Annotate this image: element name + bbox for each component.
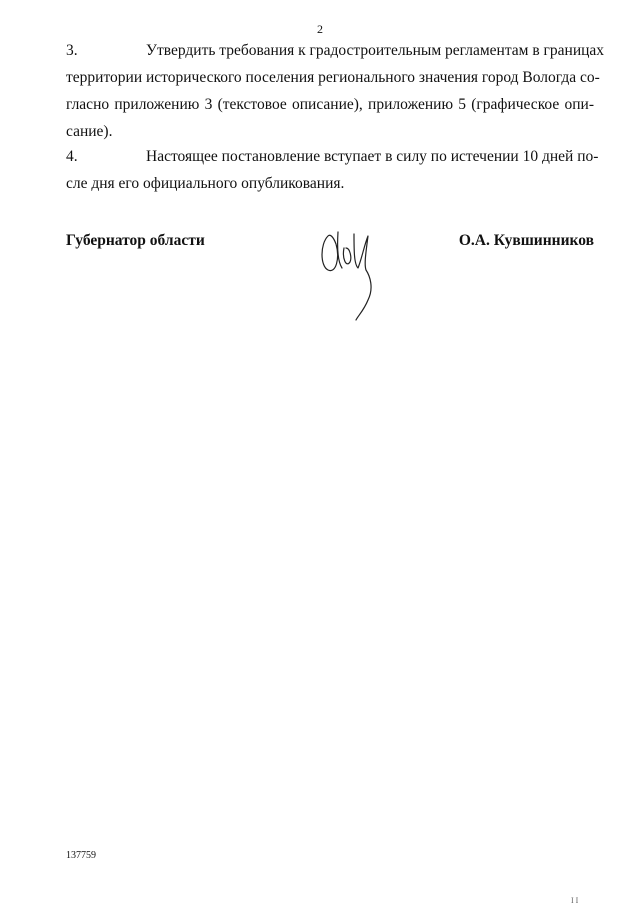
paragraph-3-line-4: сание). (66, 123, 113, 140)
paragraph-4 (66, 143, 599, 197)
paragraph-3 (66, 37, 605, 145)
page-number: 2 (317, 22, 323, 36)
paragraph-4-number: 4. (66, 148, 78, 165)
paragraph-3-number: 3. (66, 42, 78, 59)
signatory-name: О.А. Кувшинников (458, 232, 594, 249)
paragraph-3-line-2: территории исторического поселения регионального значения город Вологда со- (66, 69, 600, 86)
paragraph-4-line-2: сле дня его официального опубликования. (66, 175, 345, 192)
corner-mark: I I (571, 896, 579, 905)
paragraph-3-line-3: гласно приложению 3 (текстовое описание), приложению 5 (графическое опи- (66, 96, 594, 113)
handwritten-signature (316, 222, 386, 322)
paragraph-4-line-1: Настоящее постановление вступает в силу по истечении 10 дней по- (146, 148, 599, 165)
paragraph-3-line-1: Утвердить требования к градостроительным регламентам в границах (146, 42, 605, 59)
signatory-position: Губернатор области (66, 232, 205, 249)
document-id: 137759 (66, 850, 96, 861)
